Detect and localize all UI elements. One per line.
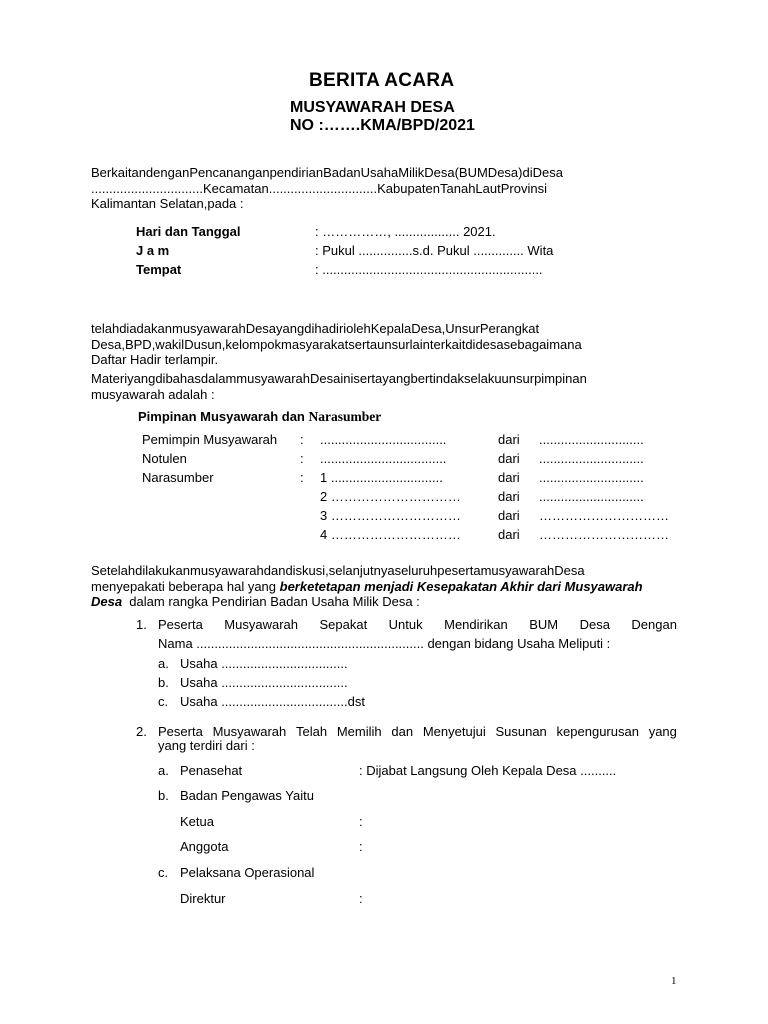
word: bertindak <box>410 371 464 386</box>
word: unsur <box>377 336 410 352</box>
word: Desa,Unsur <box>411 321 480 336</box>
word: BUM <box>529 617 559 632</box>
item-2-line-1 <box>158 724 677 739</box>
word: yang <box>127 371 156 386</box>
intro-paragraph <box>91 165 677 212</box>
schedule-value-date: : ……………, .................. 2021. <box>315 224 496 239</box>
word: pendirian <box>269 165 324 180</box>
leader-value: 1 ............................... <box>320 470 443 485</box>
leaders-heading <box>138 409 381 425</box>
word: Badan <box>323 165 361 180</box>
item-2-c-letter: c. <box>158 865 169 880</box>
document-number: NO :…….KMA/BPD/2021 <box>290 117 475 134</box>
document-title: BERITA ACARA <box>309 70 455 91</box>
item-1-sub-letter: a. <box>158 656 169 671</box>
agreement-emphasis-desa: Desa <box>91 594 123 609</box>
word: Peserta <box>158 617 203 632</box>
item-2-ketua-label: Ketua <box>180 814 214 829</box>
word: Sepakat <box>319 617 368 632</box>
attendance-line-2 <box>91 337 677 353</box>
word: masyarakat <box>281 336 349 352</box>
word: terkait <box>429 336 466 352</box>
leader-colon: : <box>300 432 304 447</box>
word: Tanah <box>440 180 476 196</box>
intro-line-3: Kalimantan Selatan,pada : <box>91 196 244 211</box>
word: Usaha <box>360 165 399 180</box>
word: unsur <box>501 371 535 386</box>
item-2-number: 2. <box>136 724 147 739</box>
word: telah <box>91 321 120 336</box>
word: (BUMDesa) <box>454 165 523 180</box>
item-2-direktur-colon: : <box>359 891 363 906</box>
item-1-sub-letter: c. <box>158 694 169 709</box>
leader-dari: dari <box>498 489 520 504</box>
word: Desa <box>554 563 585 578</box>
word: dihadiri <box>304 321 347 336</box>
leader-origin: ………………………… <box>539 508 669 523</box>
leader-colon: : <box>300 470 304 485</box>
leader-origin: ………………………… <box>539 527 669 542</box>
item-2-anggota-label: Anggota <box>180 839 229 854</box>
word: Desa,BPD,wakil <box>91 336 185 352</box>
word: dalam <box>200 371 237 386</box>
word: Kabupaten <box>377 180 440 196</box>
intro-line-2 <box>91 181 677 197</box>
word: Mendirikan <box>444 617 508 632</box>
agreement-paragraph <box>91 563 677 610</box>
word: .............................. <box>268 180 378 196</box>
word: diadakan <box>119 321 172 336</box>
document-subtitle: MUSYAWARAH DESA <box>290 99 455 116</box>
item-2-a-value: : Dijabat Langsung Oleh Kepala Desa .......... <box>359 763 617 778</box>
item-2-b-letter: b. <box>158 788 169 803</box>
schedule-label-time: J a m <box>136 243 170 258</box>
word: Setelah <box>91 563 136 578</box>
item-1-line-1 <box>158 617 677 632</box>
materials-paragraph <box>91 371 677 402</box>
word: pimpinan <box>534 371 587 386</box>
word: musyawarah <box>480 563 555 578</box>
item-1-sub-text: Usaha ...................................dst <box>180 694 365 709</box>
word: Desa <box>579 617 610 632</box>
attendance-line-3: Daftar Hadir terlampir. <box>91 352 219 367</box>
word: Pencanangan <box>189 165 270 180</box>
word: Laut <box>475 180 501 196</box>
attendance-paragraph <box>91 321 677 368</box>
word: Provinsi <box>500 180 547 196</box>
schedule-value-place: : ............................................................. <box>315 262 543 277</box>
word: kepengurusan <box>556 724 639 739</box>
leader-dari: dari <box>498 508 520 523</box>
word: yang <box>276 321 305 336</box>
word: Menyetujui <box>422 724 486 739</box>
item-1-sub-text: Usaha ................................... <box>180 656 348 671</box>
word: seluruh <box>394 563 438 578</box>
word: Perangkat <box>479 321 540 336</box>
word: ............................... <box>91 180 203 196</box>
schedule-value-time: : Pukul ...............s.d. Pukul .............. Wita <box>315 243 554 258</box>
leader-origin: ............................. <box>539 470 644 485</box>
word: yang <box>648 724 677 739</box>
word: dengan <box>145 165 190 180</box>
word: yang <box>382 371 411 386</box>
word: oleh <box>346 321 371 336</box>
word: Desa <box>245 321 277 336</box>
word: ini <box>340 371 354 386</box>
word: selanjutnya <box>328 563 395 578</box>
word: Peserta <box>158 724 203 739</box>
word: serta <box>348 336 378 352</box>
word: lain <box>409 336 430 352</box>
word: Musyawarah <box>224 617 298 632</box>
item-2-b-label: Badan Pengawas Yaitu <box>180 788 314 803</box>
leader-label-narasumber: Narasumber <box>142 470 214 485</box>
item-2-direktur-label: Direktur <box>180 891 226 906</box>
leader-origin: ............................. <box>539 432 644 447</box>
item-2-ketua-colon: : <box>359 814 363 829</box>
item-2-a-label: Penasehat <box>180 763 243 778</box>
leader-label-notulen: Notulen <box>142 451 187 466</box>
schedule-label-place: Tempat <box>136 262 182 277</box>
word: Telah <box>296 724 328 739</box>
word: Dusun,kelompok <box>184 336 282 352</box>
materials-line-1 <box>91 371 677 387</box>
item-2-a-letter: a. <box>158 763 169 778</box>
leader-origin: ............................. <box>539 451 644 466</box>
word: musyawarah <box>190 563 264 578</box>
word: Berkaitan <box>91 165 146 180</box>
leader-value: ................................... <box>320 451 447 466</box>
item-1-sub-text: Usaha ................................... <box>180 675 348 690</box>
word: Susunan <box>495 724 547 739</box>
leader-value: 4 ………………………… <box>320 527 461 542</box>
leaders-heading-part-a: Pimpinan Musyawarah dan <box>138 409 305 424</box>
attendance-line-1 <box>91 321 677 337</box>
word: Desa <box>310 371 341 386</box>
agreement-line-3 <box>91 594 677 610</box>
item-1-line-2: Nama ............................................................... dengan bidang Usaha Meliputi : <box>158 636 611 651</box>
schedule-label-date: Hari dan Tanggal <box>136 224 241 239</box>
word: dan <box>263 563 286 578</box>
page-number: 1 <box>671 975 677 987</box>
word: Milik <box>398 165 425 180</box>
leader-dari: dari <box>498 470 520 485</box>
agreement-line-1 <box>91 563 677 579</box>
leader-dari: dari <box>498 527 520 542</box>
word: peserta <box>437 563 481 578</box>
leader-dari: dari <box>498 451 520 466</box>
word: Desa <box>532 165 563 180</box>
agreement-emphasis: berketetapan menjadi Kesepakatan Akhir dari Musyawarah <box>279 578 643 594</box>
item-2-anggota-colon: : <box>359 839 363 854</box>
word: diskusi, <box>285 563 329 578</box>
leader-label-pemimpin: Pemimpin Musyawarah <box>142 432 278 447</box>
item-1-number: 1. <box>136 617 147 632</box>
word: Kepala <box>370 321 412 336</box>
leader-value: 3 ………………………… <box>320 508 461 523</box>
word: di <box>522 165 533 180</box>
intro-line-1 <box>91 165 677 181</box>
agreement-line-2 <box>91 579 677 595</box>
item-2-line-2: yang terdiri dari : <box>158 738 255 753</box>
word: Desa <box>424 165 455 180</box>
word: serta <box>353 371 383 386</box>
word: Dengan <box>631 617 677 632</box>
leader-dari: dari <box>498 432 520 447</box>
word: selaku <box>463 371 502 386</box>
word: Musyawarah <box>212 724 287 739</box>
word: Memilih <box>336 724 382 739</box>
item-2-c-label: Pelaksana Operasional <box>180 865 315 880</box>
word: dibahas <box>155 371 201 386</box>
agreement-line-3-text: dalam rangka Pendirian Badan Usaha Milik Desa : <box>122 594 420 609</box>
word: musyawarah <box>171 321 246 336</box>
word: dan <box>391 724 414 739</box>
word: musyawarah <box>236 371 310 386</box>
word: dilakukan <box>135 563 191 578</box>
word: sebagaimana <box>503 336 582 352</box>
materials-line-2: musyawarah adalah : <box>91 386 215 402</box>
leader-colon: : <box>300 451 304 466</box>
agreement-line-2-text: menyepakati beberapa hal yang <box>91 578 280 594</box>
word: di <box>465 336 476 352</box>
word: Materi <box>91 371 128 386</box>
word: desa <box>475 336 504 352</box>
word: Kecamatan <box>202 180 269 196</box>
leaders-heading-part-b: Narasumber <box>308 409 382 424</box>
leader-origin: ............................. <box>539 489 644 504</box>
word: Untuk <box>388 617 423 632</box>
item-1-sub-letter: b. <box>158 675 169 690</box>
leader-value: ................................... <box>320 432 447 447</box>
leader-value: 2 ………………………… <box>320 489 461 504</box>
